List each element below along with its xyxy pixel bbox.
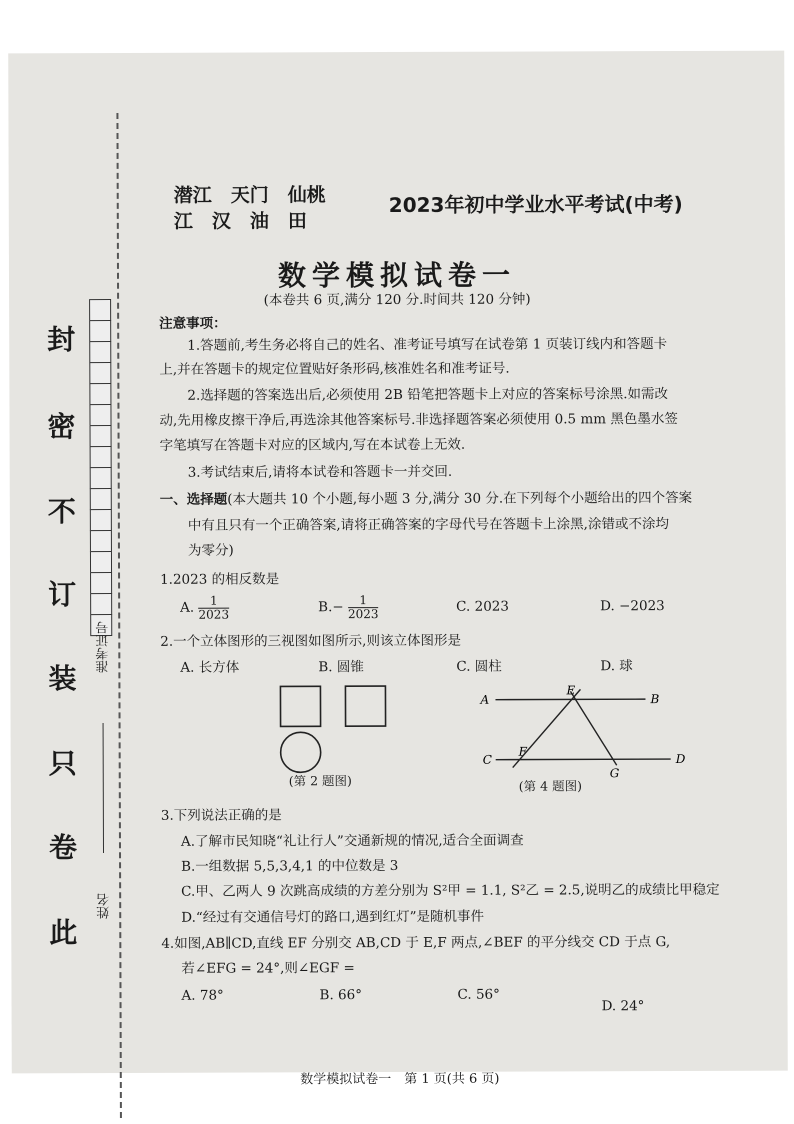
- q1-option-a: A. $\frac{1}{2023}$: [180, 593, 230, 622]
- q3-option-d: D.“经过有交通信号灯的路口,遇到红灯”是随机事件: [181, 908, 485, 926]
- q1-option-b: B.− $\frac{1}{2023}$: [318, 593, 379, 622]
- q2-option-d: D. 球: [600, 658, 633, 675]
- line-ab: [495, 699, 645, 700]
- notice-item3: 3.考试结束后,请将本试卷和答题卡一并交回.: [187, 463, 453, 481]
- q4-figure-caption: (第 4 题图): [518, 778, 582, 794]
- seal-char: 订: [48, 578, 77, 612]
- section1-desc-b: 中有且只有一个正确答案,请将正确答案的字母代号在答题卡上涂黑,涂错或不涂均: [187, 516, 669, 534]
- fraction: $\frac{1}{2023}$: [198, 593, 230, 622]
- seal-char: 此: [49, 916, 78, 950]
- q1-option-c: C. 2023: [456, 598, 509, 615]
- point-label-b: B: [650, 692, 660, 707]
- q3-stem: 3.下列说法正确的是: [160, 807, 282, 824]
- q4-stem-a: 4.如图,AB∥CD,直线 EF 分别交 AB,CD 于 E,F 两点,∠BEF 的平分线交 CD 于点 G,: [161, 934, 671, 952]
- q2-option-c: C. 圆柱: [456, 658, 502, 675]
- q2-stem: 2.一个立体图形的三视图如图所示,则该立体图形是: [160, 632, 461, 650]
- page-footer: 数学模拟试卷一 第 1 页(共 6 页): [300, 1071, 500, 1088]
- seal-char: 只: [48, 747, 77, 781]
- exam-id-boxes[interactable]: [89, 299, 112, 635]
- exam-title: 2023年初中学业水平考试(中考): [388, 192, 683, 218]
- exam-id-label: 准考证号: [96, 621, 112, 674]
- exam-paper: [8, 51, 788, 1088]
- seal-char: 装: [48, 662, 77, 696]
- seal-char: 封: [47, 323, 76, 357]
- notice-heading: 注意事项：: [159, 315, 227, 332]
- name-label: 姓名: [97, 892, 113, 920]
- point-label-d: D: [675, 751, 686, 767]
- region-names: 潜江 天门 仙桃 江 汉 油 田: [173, 184, 326, 233]
- fraction: $\frac{1}{2023}$: [347, 593, 379, 622]
- q4-parallel-lines-figure: [470, 683, 700, 794]
- q3-option-b: B.一组数据 5,5,3,4,1 的中位数是 3: [181, 858, 399, 875]
- q2-three-views-figure: [270, 680, 420, 821]
- front-view-square: [280, 686, 320, 726]
- q2-option-a: A. 长方体: [180, 659, 240, 676]
- section1-heading: 一、选择题: [159, 491, 228, 508]
- point-label-g: G: [609, 766, 620, 781]
- q2-figure-caption: (第 2 题图): [288, 773, 352, 789]
- q4-option-b: B. 66°: [319, 987, 362, 1004]
- top-view-circle: [281, 732, 321, 772]
- notice-item2-c: 字笔填写在答题卡对应的区域内,写在本试卷上无效.: [159, 436, 466, 454]
- q4-option-c: C. 56°: [457, 986, 500, 1003]
- q4-option-a: A. 78°: [181, 987, 224, 1004]
- seal-char: 不: [47, 495, 76, 529]
- seal-char: 密: [47, 410, 76, 444]
- seal-char: 卷: [48, 831, 78, 865]
- notice-item2-b: 动,先用橡皮擦干净后,再选涂其他答案标号.非选择题答案必须使用 0.5 mm 黑色墨水签: [159, 411, 678, 429]
- q2-option-b: B. 圆锥: [318, 659, 364, 676]
- side-view-square: [345, 686, 385, 726]
- notice-item1-b: 上,并在答题卡的规定位置贴好条形码,核准姓名和准考证号.: [159, 360, 510, 378]
- paper-title: 数学模拟试卷一: [277, 258, 517, 293]
- q1-option-d: D. −2023: [600, 598, 665, 615]
- q1-stem: 1.2023 的相反数是: [160, 571, 280, 588]
- paper-info: (本卷共 6 页,满分 120 分.时间共 120 分钟): [263, 291, 531, 309]
- section1-desc-c: 为零分): [187, 542, 234, 559]
- q4-stem-b: 若∠EFG = 24°,则∠EGF =: [181, 960, 355, 977]
- point-label-e: E: [566, 683, 576, 698]
- notice-item1-a: 1.答题前,考生务必将自己的姓名、准考证号填写在试卷第 1 页装订线内和答题卡: [187, 336, 668, 354]
- point-label-a: A: [480, 692, 490, 707]
- line-eg: [570, 691, 616, 765]
- section1-desc-a: (本大题共 10 个小题,每小题 3 分,满分 30 分.在下列每个小题给出的四个答案: [227, 489, 693, 508]
- notice-item2-a: 2.选择题的答案选出后,必须使用 2B 铅笔把答题卡上对应的答案标号涂黑.如需改: [187, 386, 669, 404]
- q3-option-c: C.甲、乙两人 9 次跳高成绩的方差分别为 S²甲 = 1.1, S²乙 = 2.5,说明乙的成绩比甲稳定: [181, 881, 720, 900]
- name-underline[interactable]: [103, 723, 104, 853]
- q4-option-d: D. 24°: [601, 998, 645, 1015]
- line-cd: [496, 759, 671, 760]
- q3-option-a: A.了解市民知晓“礼让行人”交通新规的情况,适合全面调查: [180, 832, 524, 850]
- section1-heading-line: [160, 489, 692, 510]
- point-label-f: F: [518, 744, 528, 759]
- point-label-c: C: [482, 752, 492, 767]
